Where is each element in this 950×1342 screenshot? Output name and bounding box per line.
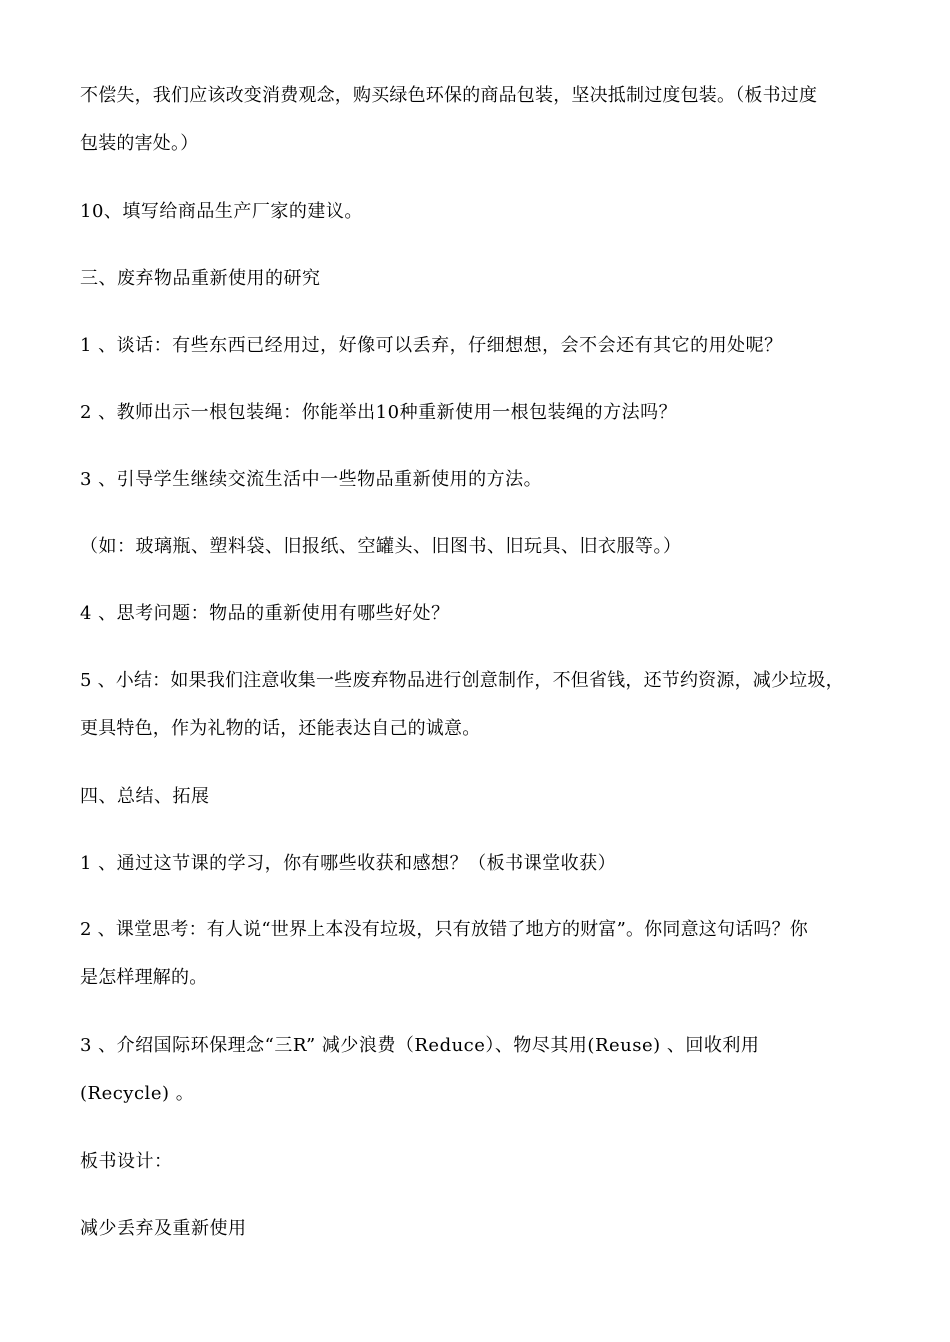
paragraph-reuse-step-5 [80,657,880,753]
text-line: 2 、课堂思考：有人说“世界上本没有垃圾，只有放错了地方的财富”。你同意这句话吗？你 [80,919,808,940]
text-line: 2 、教师出示一根包装绳：你能举出10种重新使用一根包装绳的方法吗？ [80,402,678,423]
paragraph-reuse-step-4 [80,590,880,638]
text-line: 板书设计： [80,1151,173,1172]
text-line: 4 、思考问题：物品的重新使用有哪些好处？ [80,603,450,624]
text-line: (Recycle) 。 [80,1083,195,1104]
blackboard-design-title [80,1205,880,1253]
paragraph-summary-step-3 [80,1022,880,1118]
paragraph-reuse-examples [80,523,880,571]
paragraph-reuse-step-2 [80,389,880,437]
text-line: 1 、谈话：有些东西已经用过，好像可以丢弃，仔细想想，会不会还有其它的用处呢？ [80,335,783,356]
text-line: 不偿失，我们应该改变消费观念，购买绿色环保的商品包装，坚决抵制过度包装。（板书过度 [80,85,818,106]
section-heading-reuse-research [80,255,880,303]
text-line: 减少丢弃及重新使用 [80,1218,247,1239]
text-line: 10、填写给商品生产厂家的建议。 [80,201,363,222]
text-line: 三、废弃物品重新使用的研究 [80,268,321,289]
paragraph-reuse-step-1 [80,322,880,370]
text-line: （如：玻璃瓶、塑料袋、旧报纸、空罐头、旧图书、旧玩具、旧衣服等。） [80,536,682,557]
text-line: 3 、引导学生继续交流生活中一些物品重新使用的方法。 [80,469,543,490]
paragraph-summary-step-1 [80,840,880,888]
blackboard-design-heading [80,1138,880,1186]
paragraph-summary-step-2 [80,906,880,1002]
text-line: 是怎样理解的。 [80,967,208,988]
text-line: 1 、通过这节课的学习，你有哪些收获和感想？（板书课堂收获） [80,853,617,874]
paragraph-reuse-step-3 [80,456,880,504]
text-line: 5 、小结：如果我们注意收集一些废弃物品进行创意制作，不但省钱，还节约资源，减少垃圾， [80,670,844,691]
text-line: 包装的害处。） [80,133,199,154]
paragraph-packaging-conclusion [80,72,880,168]
text-line: 更具特色，作为礼物的话，还能表达自己的诚意。 [80,718,481,739]
text-line: 四、总结、拓展 [80,786,210,807]
text-line: 3 、介绍国际环保理念“三R” 减少浪费（Reduce）、物尽其用(Reuse) 、回收利用 [80,1035,760,1056]
section-heading-summary [80,773,880,821]
paragraph-step-10 [80,188,880,236]
